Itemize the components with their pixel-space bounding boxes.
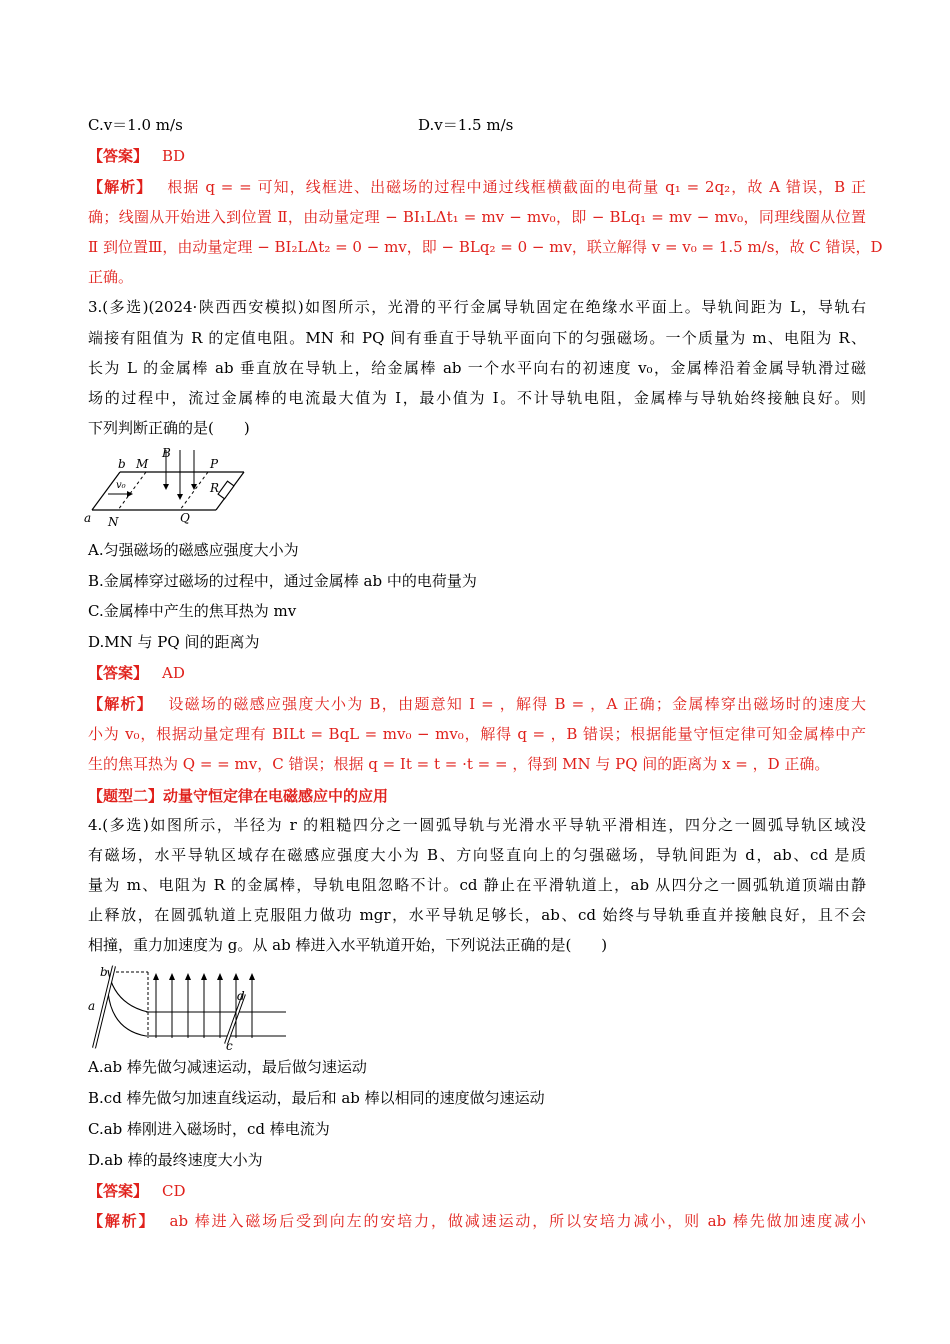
q3-stem-line-5: 下列判断正确的是( ) [88,419,250,437]
section-title: 【题型二】动量守恒定律在电磁感应中的应用 [88,787,389,805]
arrow-head-icon [201,973,207,980]
label-N: N [108,515,119,529]
q3-option-a: A.匀强磁场的磁感应强度大小为 [88,541,299,559]
q2-analysis-line-4: 正确。 [88,268,134,286]
rod-ab [92,472,120,510]
label-b: b [100,965,108,979]
q4-option-b: B.cd 棒先做匀加速直线运动，最后和 ab 棒以相同的速度做匀速运动 [88,1089,545,1107]
q4-option-a: A.ab 棒先做匀减速运动，最后做匀速运动 [88,1058,367,1076]
q4-stem-line-2: 有磁场，水平导轨区域存在磁感应强度大小为 B、方向竖直向上的匀强磁场，导轨间距为 d，ab、cd 是质 [88,846,866,864]
q4-stem-line-4: 止释放，在圆弧轨道上克服阻力做功 mgr，水平导轨足够长，ab、cd 始终与导轨垂直并接触良好，且不会 [88,906,866,924]
q2-analysis-line-3: Ⅱ 到位置Ⅲ，由动量定理 − BI₂LΔt₂ = 0 − mv，即 − BLq₂ = 0 − mv，联立解得 v = v₀ = 1.5 m/s，故 C 错误，D [88,238,883,256]
arrow-head-icon [185,973,191,980]
q3-answer: 【答案】 AD [88,664,185,682]
q4-stem-line-1: 4.(多选)如图所示，半径为 r 的粗糙四分之一圆弧导轨与光滑水平导轨平滑相连，四分之一圆弧导轨区域没 [88,816,866,834]
arrow-head-icon [177,494,183,500]
q3-option-d: D.MN 与 PQ 间的距离为 [88,633,260,651]
q4-answer: 【答案】 CD [88,1182,186,1200]
arrow-head-icon [153,973,159,980]
q4-rail-figure [86,964,292,1050]
q3-analysis-line-3: 生的焦耳热为 Q = = mv，C 错误；根据 q = It = t = ·t = = ，得到 MN 与 PQ 间的距离为 x = ，D 正确。 [88,755,830,773]
q2-analysis-line-2: 确；线圈从开始进入到位置 Ⅱ，由动量定理 − BI₁LΔt₁ = mv − mv₀，即 − BLq₁ = mv − mv₀，同理线圈从位置 [88,208,866,226]
q3-analysis-line-1: 【解析】 设磁场的磁感应强度大小为 B，由题意知 I = ，解得 B = ，A 正确；金属棒穿出磁场时的速度大 [88,695,866,713]
resistor-icon [218,481,234,499]
q3-stem-line-1: 3.(多选)(2024·陕西西安模拟)如图所示，光滑的平行金属导轨固定在绝缘水平面上。导轨间距为 L，导轨右 [88,298,866,316]
label-b: b [118,457,126,471]
arrow-head-icon [191,484,197,490]
q4-stem-line-5: 相撞，重力加速度为 g。从 ab 棒进入水平轨道开始，下列说法正确的是( ) [88,936,608,954]
arrow-head-icon [169,973,175,980]
label-c: c [226,1039,233,1050]
arrow-head-icon [249,973,255,980]
label-M: M [136,457,149,471]
arrow-head-icon [217,973,223,980]
label-B: B [162,446,171,460]
q4-option-c: C.ab 棒刚进入磁场时，cd 棒电流为 [88,1120,330,1138]
q2-answer: 【答案】 BD [88,147,186,165]
q3-analysis-line-2: 小为 v₀，根据动量定理有 BILt = BqL = mv₀ − mv₀，解得 q = ，B 错误；根据能量守恒定律可知金属棒中产 [88,725,866,743]
label-Q: Q [180,511,190,525]
label-P: P [210,457,219,471]
arrow-head-icon [127,491,133,497]
label-R: R [210,481,220,495]
arc-rail-lower [108,992,146,1036]
boundary-MN [118,472,146,510]
option-c-prev: C.v＝1.0 m/s [88,116,183,134]
label-v0: v₀ [116,480,126,491]
arc-rail-upper [108,970,148,1012]
q4-option-d: D.ab 棒的最终速度大小为 [88,1151,263,1169]
label-a: a [88,999,96,1013]
q3-rail-figure [84,444,254,532]
q3-stem-line-3: 长为 L 的金属棒 ab 垂直放在导轨上，给金属棒 ab 一个水平向右的初速度 v₀，金属棒沿着金属导轨滑过磁 [88,359,866,377]
q3-option-c: C.金属棒中产生的焦耳热为 mv [88,602,297,620]
label-a: a [84,511,92,525]
label-d: d [237,989,245,1003]
option-d-prev: D.v＝1.5 m/s [418,116,514,134]
arrow-head-icon [233,973,239,980]
q2-analysis-line-1: 【解析】 根据 q = = 可知，线框进、出磁场的过程中通过线框横截面的电荷量 q₁ = 2q₂，故 A 错误，B 正 [88,178,866,196]
q3-stem-line-4: 场的过程中，流过金属棒的电流最大值为 I，最小值为 I。不计导轨电阻，金属棒与导轨始终接触良好。则 [88,389,866,407]
q4-stem-line-3: 量为 m、电阻为 R 的金属棒，导轨电阻忽略不计。cd 静止在平滑轨道上，ab 从四分之一圆弧轨道顶端由静 [88,876,866,894]
q3-stem-line-2: 端接有阻值为 R 的定值电阻。MN 和 PQ 间有垂直于导轨平面向下的匀强磁场。一个质量为 m、电阻为 R、 [88,329,866,347]
arrow-head-icon [163,484,169,490]
q4-analysis-line-1: 【解析】 ab 棒进入磁场后受到向左的安培力，做减速运动，所以安培力减小，则 ab 棒先做加速度减小 [88,1212,866,1230]
q3-option-b: B.金属棒穿过磁场的过程中，通过金属棒 ab 中的电荷量为 [88,572,477,590]
